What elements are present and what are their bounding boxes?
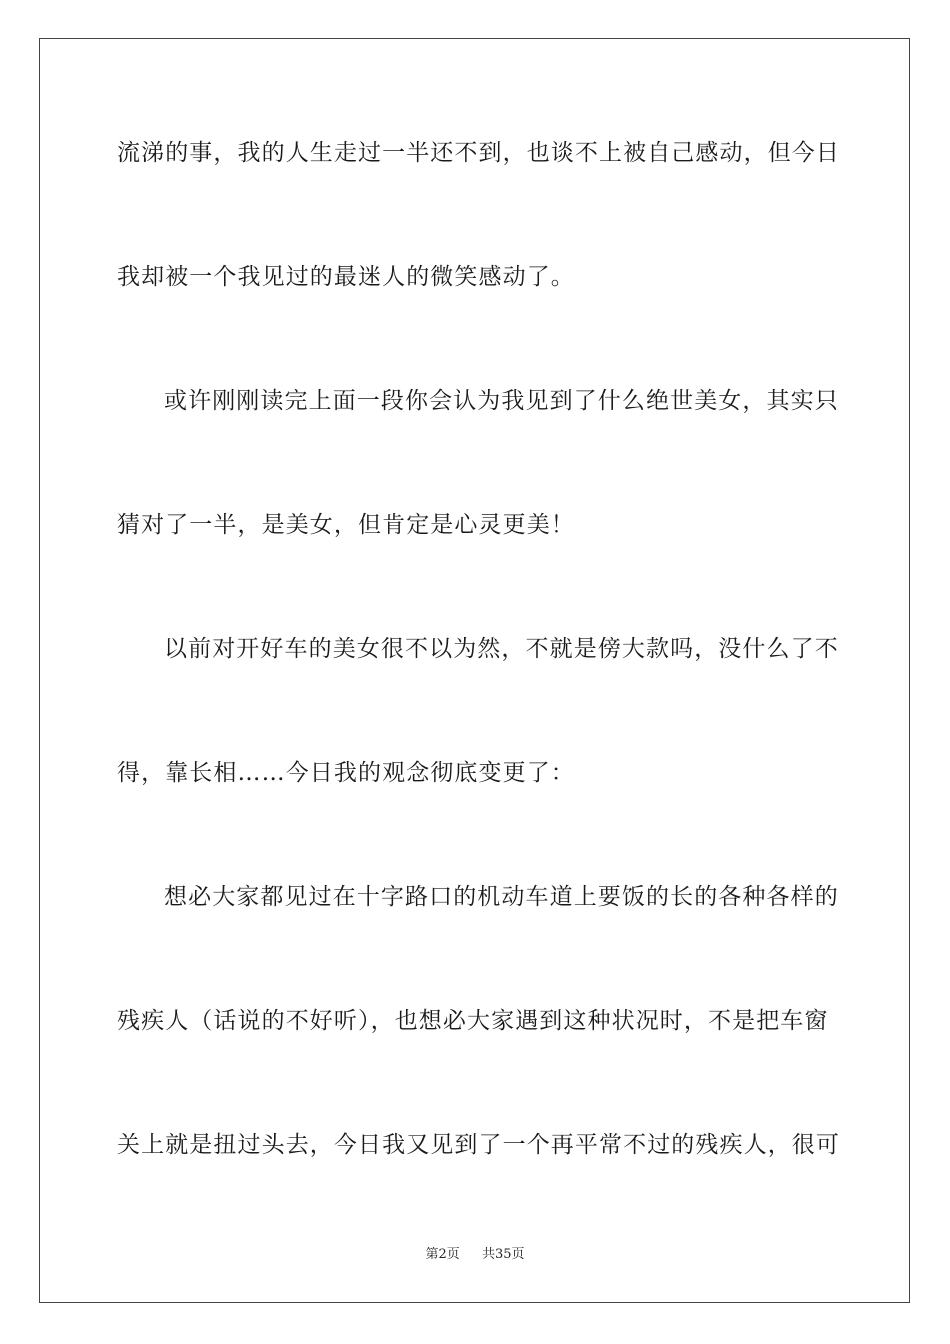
paragraph-line-1: 流涕的事，我的人生走过一半还不到，也谈不上被自己感动，但今日	[117, 140, 840, 166]
paragraph-line-8: 残疾人（话说的不好听），也想必大家遇到这种状况时，不是把车窗	[117, 1008, 829, 1034]
paragraph-line-7: 想必大家都见过在十字路口的机动车道上要饭的长的各种各样的	[164, 884, 839, 910]
paragraph-line-3: 或许刚刚读完上面一段你会认为我见到了什么绝世美女，其实只	[164, 388, 839, 414]
paragraph-line-5: 以前对开好车的美女很不以为然，不就是傍大款吗，没什么了不	[164, 636, 839, 662]
page-total: 共35页	[482, 1247, 525, 1262]
paragraph-line-9: 关上就是扭过头去，今日我又见到了一个再平常不过的残疾人，很可	[117, 1132, 840, 1158]
page-number: 第2页	[425, 1247, 460, 1262]
paragraph-line-2: 我却被一个我见过的最迷人的微笑感动了。	[117, 264, 575, 290]
paragraph-line-4: 猜对了一半，是美女，但肯定是心灵更美！	[117, 512, 575, 538]
paragraph-line-6: 得，靠长相……今日我的观念彻底变更了：	[117, 760, 575, 786]
page-footer	[0, 1246, 950, 1264]
page-border	[39, 38, 910, 1303]
